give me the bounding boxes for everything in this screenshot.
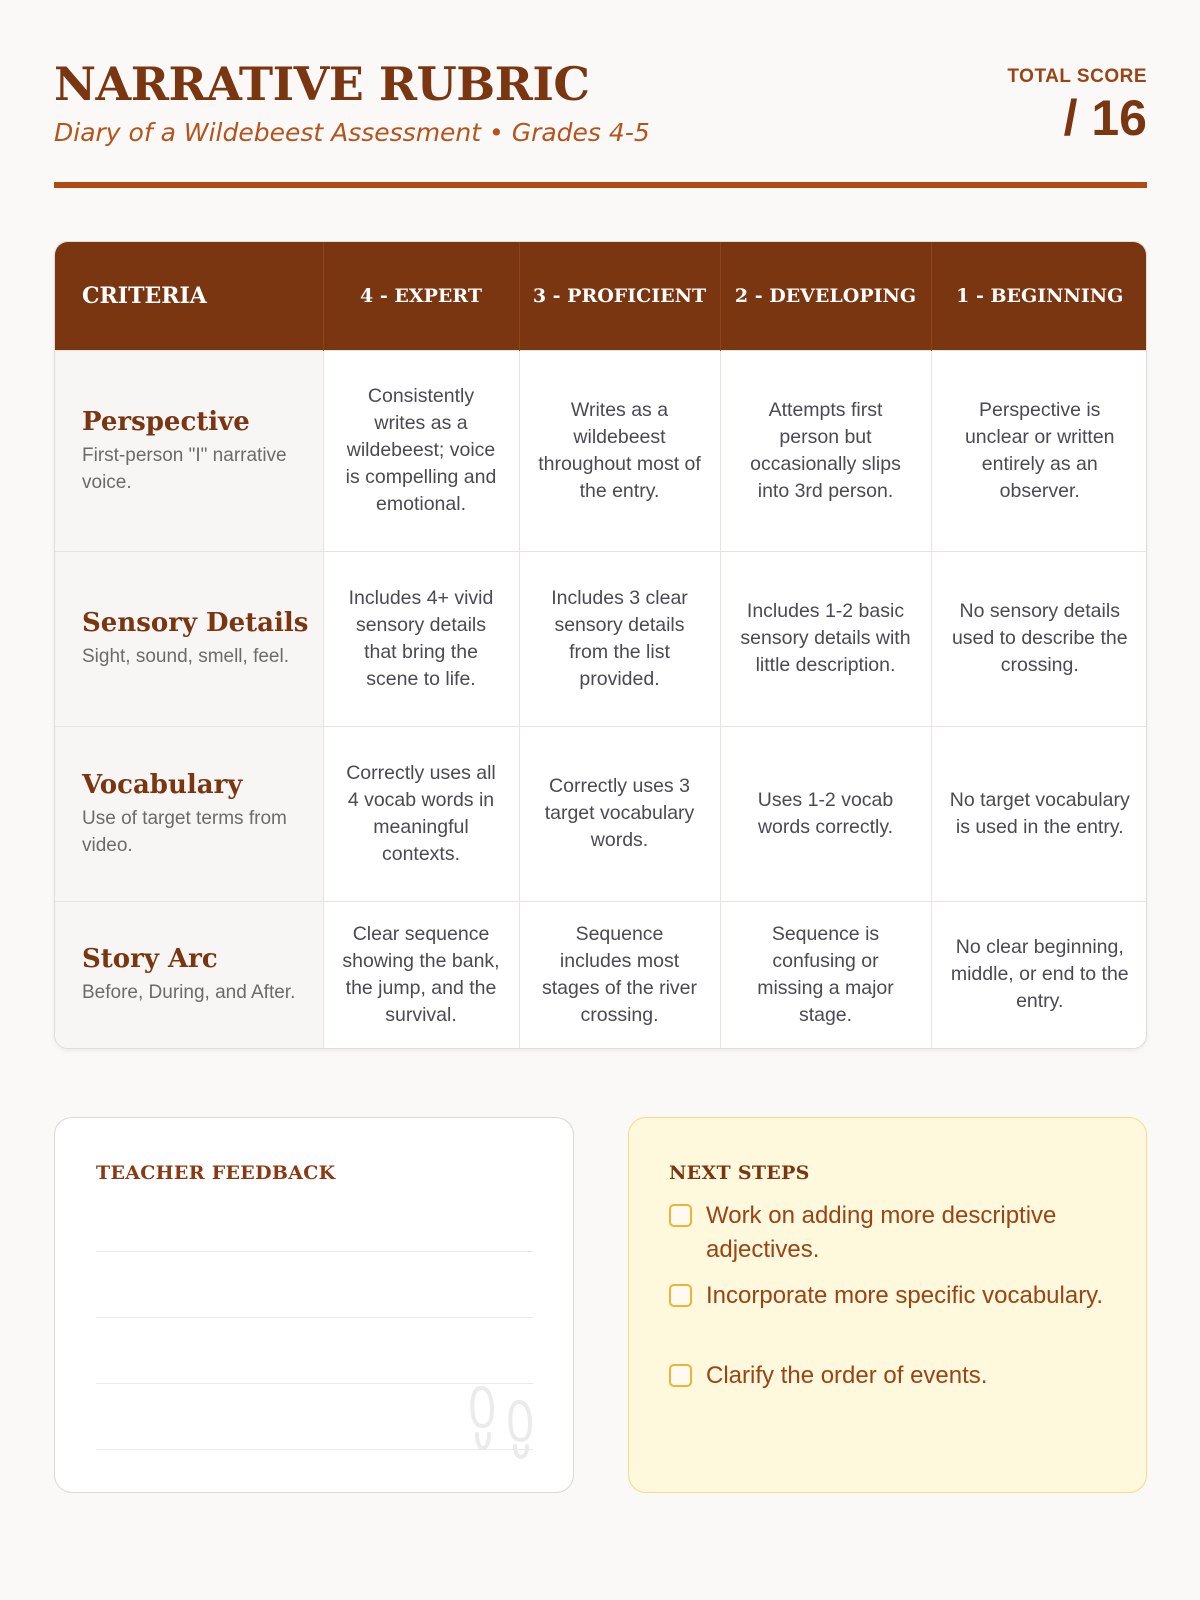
teacher-feedback-card (54, 1117, 574, 1493)
criteria-description: First-person "I" narrative voice. (82, 444, 287, 493)
footprints-icon (469, 1380, 541, 1460)
header-divider (54, 182, 1147, 188)
next-step-item[interactable] (669, 1279, 1109, 1313)
feedback-line (96, 1383, 533, 1384)
next-step-text: Clarify the order of events. (706, 1362, 988, 1389)
page-header (54, 56, 1147, 188)
score-cell-expert: Consistently writes as a wildebeest; voice is compelling and emotional. (323, 350, 519, 551)
score-cell-beginning: No target vocabulary is used in the entry. (931, 726, 1147, 901)
column-header-proficient: 3 - PROFICIENT (519, 242, 720, 350)
feedback-line (96, 1317, 533, 1318)
score-cell-proficient: Sequence includes most stages of the river crossing. (519, 901, 720, 1048)
score-cell-beginning: No sensory details used to describe the crossing. (931, 551, 1147, 726)
criteria-description: Use of target terms from video. (82, 807, 287, 856)
criteria-description: Before, During, and After. (82, 982, 296, 1004)
rubric-row-perspective (55, 350, 1147, 551)
score-cell-developing: Attempts first person but occasionally slips into 3rd person. (720, 350, 931, 551)
feedback-line (96, 1449, 533, 1450)
score-cell-beginning: Perspective is unclear or written entirely as an observer. (931, 350, 1147, 551)
total-score-label: TOTAL SCORE (1007, 66, 1147, 87)
criteria-cell (55, 350, 323, 551)
next-step-text: Work on adding more descriptive adjectives. (706, 1202, 1057, 1263)
criteria-cell (55, 901, 323, 1048)
rubric-row-sensory-details (55, 551, 1147, 726)
score-cell-proficient: Writes as a wildebeest throughout most of the entry. (519, 350, 720, 551)
column-header-beginning: 1 - BEGINNING (931, 242, 1147, 350)
teacher-feedback-title: TEACHER FEEDBACK (96, 1162, 336, 1184)
next-step-text: Incorporate more specific vocabulary. (706, 1282, 1104, 1309)
score-cell-expert: Correctly uses all 4 vocab words in meaningful contexts. (323, 726, 519, 901)
checkbox[interactable] (669, 1204, 692, 1227)
column-header-developing: 2 - DEVELOPING (720, 242, 931, 350)
rubric-row-story-arc (55, 901, 1147, 1048)
score-cell-proficient: Includes 3 clear sensory details from the list provided. (519, 551, 720, 726)
criteria-cell (55, 551, 323, 726)
criteria-name: Sensory Details (82, 608, 309, 638)
next-step-item[interactable] (669, 1359, 1109, 1393)
feedback-line (96, 1251, 533, 1252)
score-cell-expert: Includes 4+ vivid sensory details that bring the scene to life. (323, 551, 519, 726)
total-score-value: / 16 (1063, 90, 1147, 146)
criteria-name: Perspective (82, 406, 250, 437)
score-cell-proficient: Correctly uses 3 target vocabulary words. (519, 726, 720, 901)
criteria-cell (55, 726, 323, 901)
total-score (1007, 66, 1147, 144)
score-cell-developing: Sequence is confusing or missing a major stage. (720, 901, 931, 1048)
criteria-description: Sight, sound, smell, feel. (82, 646, 289, 667)
column-header-criteria: CRITERIA (55, 242, 323, 350)
score-cell-beginning: No clear beginning, middle, or end to the entry. (931, 901, 1147, 1048)
rubric-header-row (55, 242, 1147, 350)
score-cell-developing: Includes 1-2 basic sensory details with little description. (720, 551, 931, 726)
criteria-name: Vocabulary (82, 769, 243, 800)
checkbox[interactable] (669, 1284, 692, 1307)
rubric-row-vocabulary (55, 726, 1147, 901)
rubric-table (54, 241, 1147, 1049)
score-cell-expert: Clear sequence showing the bank, the jump, and the survival. (323, 901, 519, 1048)
score-cell-developing: Uses 1-2 vocab words correctly. (720, 726, 931, 901)
page-subtitle: Diary of a Wildebeest Assessment • Grades 4-5 (54, 118, 650, 147)
checkbox[interactable] (669, 1364, 692, 1387)
page-title: NARRATIVE RUBRIC (54, 57, 590, 111)
column-header-expert: 4 - EXPERT (323, 242, 519, 350)
next-step-item[interactable] (669, 1199, 1109, 1267)
next-steps-card (628, 1117, 1147, 1493)
next-steps-title: NEXT STEPS (669, 1162, 810, 1184)
criteria-name: Story Arc (82, 944, 218, 975)
